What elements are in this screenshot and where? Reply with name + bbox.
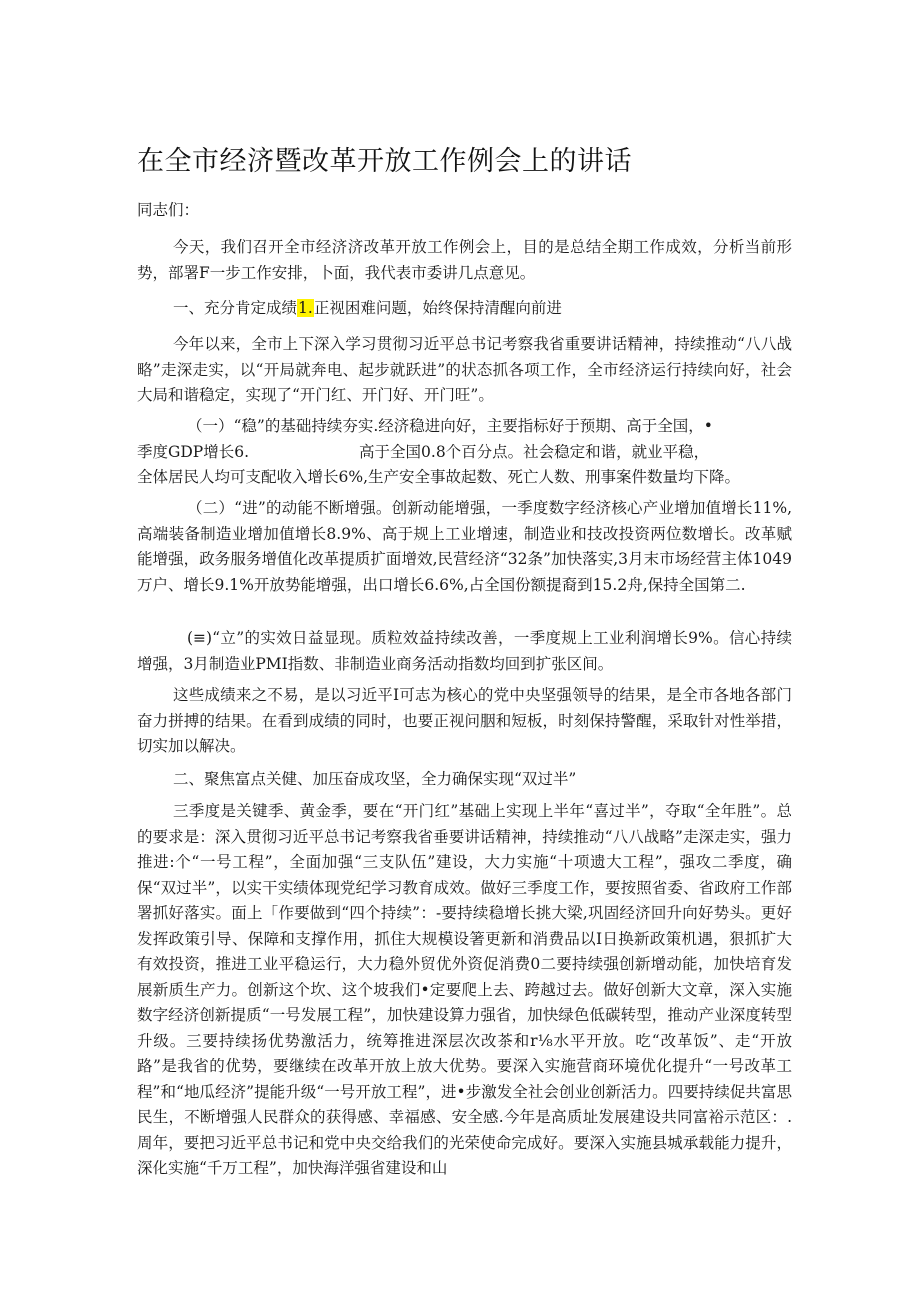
section-1-closing-paragraph: 这些成绩来之不易，是以习近平I可志为核心的党中央坚强领导的结果，是全市各地各部门奋力拼搏的结果。在看到成绩的同时，也要正视问胭和短板，时刻保持警醒，采取针对性举措，切实加以解决。 bbox=[137, 686, 792, 755]
subsection-1-line-3: 全体居民人均可支配收入增长6%,生产安全事故起数、死亡人数、刑事案件数量均下降。 bbox=[137, 468, 741, 486]
subsection-1-line-2-part-2: 高于全国0.8个百分点。社会稳定和谐，就业平稳， bbox=[359, 442, 710, 461]
intro-paragraph: 今天，我们召开全市经济济改革开放工作例会上，目的是总结全期工作成效，分析当前形势，部署F一步工作安排，卜面，我代表市委讲几点意见。 bbox=[137, 238, 792, 282]
highlighted-marker: 1. bbox=[298, 299, 313, 317]
subsection-1-line-2-part-1: 季度GDP增长6. bbox=[137, 442, 250, 461]
section-2-paragraph: 三季度是关键季、黄金季，要在“开门红”基础上实现上半年“喜过半”，夺取“全年胜”。总的要求是：深入贯彻习近平总书记考察我省垂要讲话精神，持续推动“八八战略”走深走实，强力推进:个“一号工程”，全面加强“三支队伍”建设，大力实施“十项遗大工程”，强攻二季度，确保“双过半”，以实干实绩体现党纪学习教育成效。做好三季度工作，要按照省委、省政府工作部署抓好落实。面上「作要做到“四个持续”：-要持续稳增长挑大梁,巩固经济回升向好势头。更好发挥政策引导、保障和支撑作用，抓住大规模设箸更新和消费品以I日换新政策机遇，狠抓扩大有效投资，推进工业平稳运行，大力稳外贸优外资促消费0二要持续强创新增动能，加快培育发展新质生产力。创新这个坎、这个坡我们•定要爬上去、跨越过去。做好创新大文章，深入实施数字经济创新提质“一号发展工程”，加快建设算力强省，加快绿色低碳转型，推动产业深度转型升级。三要持续扬优势激活力，统筹推进深层次改茶和r⅛水平开放。吃“改革饭”、走“开放路”是我省的优势，要继续在改革开放上放大优势。要深入实施营商环境优化提升“一号改革工程”和“地瓜经济”提能升级“一号开放工程”，进•步激发全社会创业创新活力。四要持续促共富思民生，不断增强人民群众的获得感、幸福感、安全感.今年是高质址发展建设共同富裕示范区：.周年，要把习近平总书记和党中央交给我们的光荣使命完成好。要深入实施县城承载能力提升，深化实施“千万工程”，加快海洋强省建设和山 bbox=[137, 802, 792, 1177]
subsection-2: （二）“进”的动能不断增强。创新动能增强，一季度数字经济核心产业增加值增长11%,高端装备制造业增加值增长8.9%、高于规上工业增速，制造业和技改投资两位数增长。改革赋能增强，政务服务增值化改革提质扩面增效,民营经济“32条”加快落实,3月末市场经营主体1049万户、增长9.1%开放势能增强，出口增长6.6%,占全国份额提裔到15.2舟,保持全国第二. bbox=[137, 499, 792, 594]
section-1-heading-part2: 正视困难问题，始终保持清醒向前进 bbox=[313, 299, 562, 317]
document-title: 在全市经济暨改革开放工作例会上的讲话 bbox=[137, 146, 632, 177]
subsection-1 bbox=[137, 414, 792, 491]
subsection-1-line-1: （一）“稳”的基础持续夯实.经济稳进向好，主要指标好于预期、高于全国，• bbox=[187, 417, 713, 435]
section-1-heading bbox=[137, 296, 792, 322]
section-2-heading: 二、聚焦富点关健、加压奋成攻坚，全力确保实现“双过半” bbox=[173, 770, 577, 788]
subsection-1-line-2 bbox=[137, 440, 792, 466]
section-1-heading-part1: 一、充分肯定成绩 bbox=[173, 299, 298, 317]
subsection-3: (≡)“立”的实效日益显现。质粒效益持续改善，一季度规上工业利润增长9%。信心持续增强，3月制造业PMI指数、非制造业商务活动指数均回到扩张区间。 bbox=[137, 629, 792, 673]
salutation: 同志们： bbox=[137, 201, 200, 219]
section-1-paragraph: 今年以来，全市上下深入学习贯彻习近平总书记考察我省重要讲话精神，持续推动“八八战略”走深走实，以“开局就奔电、起步就跃进”的状态抓各项工作，全市经济运行持续向好，社会大局和谐稳定，实现了“开门红、开门好、开门旺”。 bbox=[137, 335, 792, 404]
